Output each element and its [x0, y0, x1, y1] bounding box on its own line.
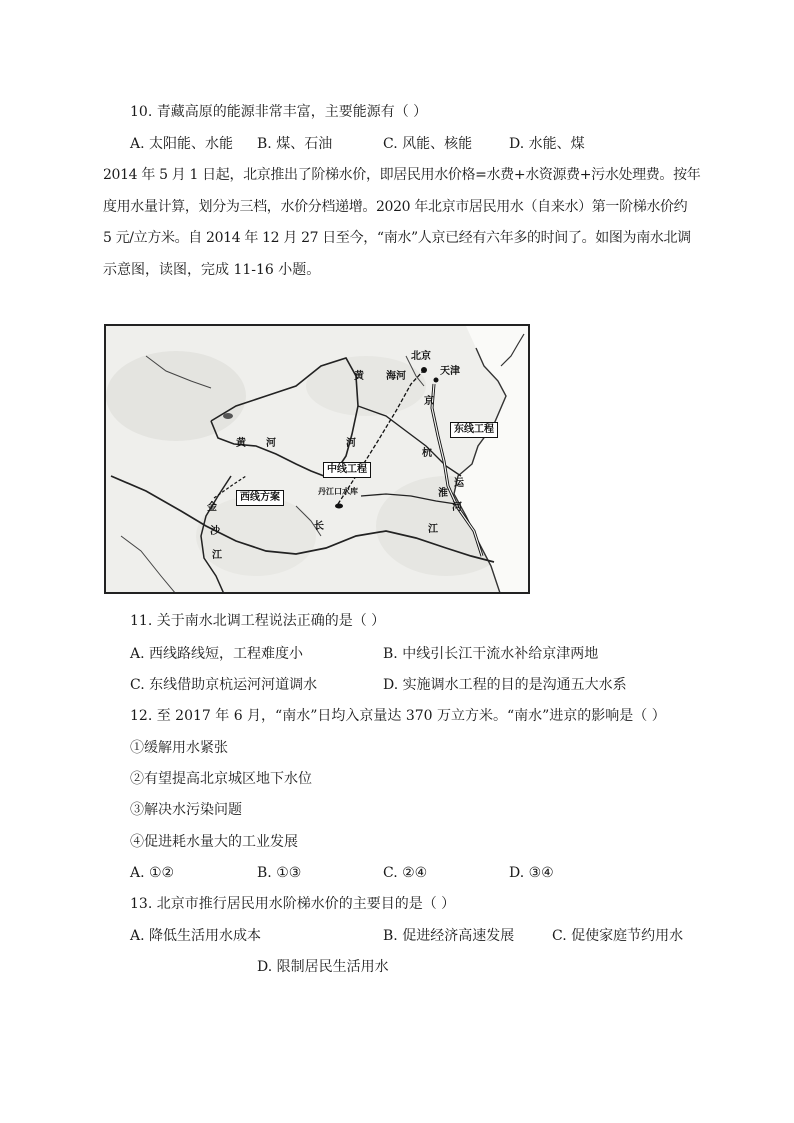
q10-option-b: B. 煤、石油 [257, 136, 333, 152]
label-jing: 京 [424, 396, 434, 407]
q12-option-c: C. ②④ [383, 865, 428, 881]
q12-option-b: B. ①③ [257, 865, 302, 881]
q11-option-d: D. 实施调水工程的目的是沟通五大水系 [383, 677, 627, 693]
q10-option-a: A. 太阳能、水能 [130, 136, 234, 152]
q12-item-3: ③解决水污染问题 [130, 802, 242, 818]
label-hang: 杭 [422, 448, 432, 459]
label-he-right: 河 [346, 438, 356, 449]
label-sha: 沙 [210, 526, 220, 537]
q12-item-1: ①缓解用水紧张 [130, 740, 228, 756]
label-jiang-left: 江 [212, 550, 222, 561]
label-east-route: 东线工程 [450, 422, 498, 438]
label-huang-top: 黄 [354, 371, 364, 382]
label-jin: 金 [207, 502, 217, 513]
q12-item-4: ④促进耗水量大的工业发展 [130, 834, 298, 850]
passage-line-2: 度用水量计算，划分为三档，水价分档递增。2020 年北京市居民用水（自来水）第一阶梯水价约 [103, 199, 688, 215]
q12-option-d: D. ③④ [509, 865, 554, 881]
south-north-water-diversion-map [104, 324, 530, 594]
q10-stem: 10. 青藏高原的能源非常丰富，主要能源有（ ） [130, 104, 428, 120]
label-west-route: 西线方案 [236, 490, 284, 506]
q11-stem: 11. 关于南水北调工程说法正确的是（ ） [130, 613, 386, 629]
label-yun: 运 [454, 478, 464, 489]
label-tianjin: 天津 [440, 366, 460, 377]
q12-item-2: ②有望提高北京城区地下水位 [130, 771, 312, 787]
q13-option-b: B. 促进经济高速发展 [383, 928, 515, 944]
q11-option-a: A. 西线路线短，工程难度小 [130, 646, 304, 662]
label-huai-he: 河 [452, 502, 462, 513]
passage-line-3: 5 元/立方米。自 2014 年 12 月 27 日至今，“南水”人京已经有六年多的时间了。如图为南水北调 [103, 230, 691, 246]
label-chang: 长 [314, 521, 324, 532]
q13-option-c: C. 促使家庭节约用水 [552, 928, 684, 944]
label-huanghe-1: 黄 [236, 438, 246, 449]
label-middle-route: 中线工程 [323, 462, 371, 478]
q12-stem: 12. 至 2017 年 6 月，“南水”日均入京量达 370 万立方米。“南水”进京的影响是（ ） [130, 708, 666, 724]
q13-option-a: A. 降低生活用水成本 [130, 928, 262, 944]
passage-line-1: 2014 年 5 月 1 日起，北京推出了阶梯水价，即居民用水价格=水费+水资源费+污水处理费。按年 [103, 167, 701, 183]
label-haihe: 海河 [386, 371, 406, 382]
q11-option-b: B. 中线引长江干流水补给京津两地 [383, 646, 599, 662]
q10-option-d: D. 水能、煤 [509, 136, 585, 152]
label-beijing: 北京 [411, 351, 431, 362]
q13-option-d: D. 限制居民生活用水 [257, 959, 389, 975]
map-graphic [106, 326, 530, 594]
q13-stem: 13. 北京市推行居民用水阶梯水价的主要目的是（ ） [130, 896, 456, 912]
passage-line-4: 示意图，读图，完成 11-16 小题。 [103, 262, 321, 278]
q10-option-c: C. 风能、核能 [383, 136, 473, 152]
q12-option-a: A. ①② [130, 865, 175, 881]
label-danjiangkou: 丹江口水库 [318, 486, 358, 496]
label-huanghe-2: 河 [266, 438, 276, 449]
q11-option-c: C. 东线借助京杭运河河道调水 [130, 677, 318, 693]
label-huai: 淮 [438, 488, 448, 499]
label-jiang: 江 [428, 524, 438, 535]
